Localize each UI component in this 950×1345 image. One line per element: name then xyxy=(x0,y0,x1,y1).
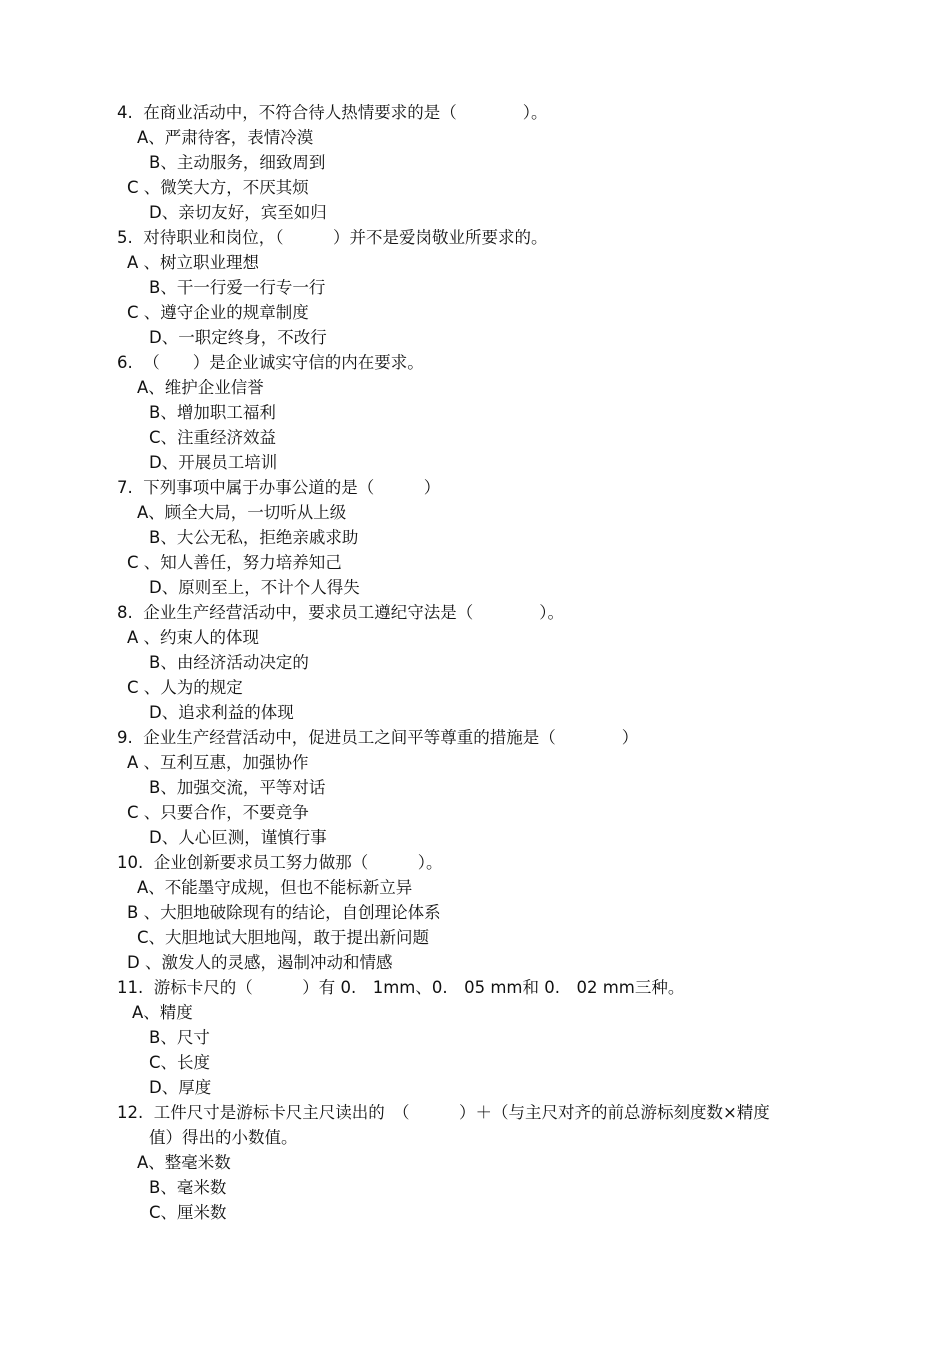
option-7d: D、原则至上，不计个人得失 xyxy=(149,578,360,597)
option-9d: D、人心叵测，谨慎行事 xyxy=(149,828,327,847)
question-8: 8. 企业生产经营活动中，要求员工遵纪守法是（ ）。 xyxy=(117,603,564,622)
option-4c: C 、微笑大方，不厌其烦 xyxy=(127,178,309,197)
option-12a: A、整毫米数 xyxy=(137,1153,231,1172)
option-12b: B、毫米数 xyxy=(149,1178,227,1197)
option-9a: A 、互利互惠，加强协作 xyxy=(127,753,309,772)
option-6d: D、开展员工培训 xyxy=(149,453,278,472)
option-5c: C 、遵守企业的规章制度 xyxy=(127,303,309,322)
option-12c: C、厘米数 xyxy=(149,1203,227,1222)
option-7c: C 、知人善任，努力培养知己 xyxy=(127,553,342,572)
option-10b: B 、大胆地破除现有的结论，自创理论体系 xyxy=(127,903,441,922)
question-7: 7. 下列事项中属于办事公道的是（ ） xyxy=(117,478,441,497)
option-8c: C 、人为的规定 xyxy=(127,678,243,697)
option-5a: A 、树立职业理想 xyxy=(127,253,260,272)
option-7a: A、顾全大局，一切听从上级 xyxy=(137,503,347,522)
option-8a: A 、约束人的体现 xyxy=(127,628,260,647)
option-8d: D、追求利益的体现 xyxy=(149,703,294,722)
option-9b: B、加强交流，平等对话 xyxy=(149,778,326,797)
question-11: 11. 游标卡尺的（ ）有 0. 1mm、0. 05 mm和 0. 02 mm三种。 xyxy=(117,978,685,997)
option-6a: A、维护企业信誉 xyxy=(137,378,264,397)
option-5b: B、干一行爱一行专一行 xyxy=(149,278,326,297)
option-10d: D 、激发人的灵感，遏制冲动和情感 xyxy=(127,953,393,972)
option-6b: B、增加职工福利 xyxy=(149,403,276,422)
option-8b: B、由经济活动决定的 xyxy=(149,653,309,672)
option-11d: D、厚度 xyxy=(149,1078,212,1097)
question-10: 10. 企业创新要求员工努力做那（ ）。 xyxy=(117,853,443,872)
option-6c: C、注重经济效益 xyxy=(149,428,277,447)
option-4b: B、主动服务，细致周到 xyxy=(149,153,326,172)
option-5d: D、一职定终身，不改行 xyxy=(149,328,327,347)
option-9c: C 、只要合作，不要竞争 xyxy=(127,803,309,822)
option-10c: C、大胆地试大胆地闯，敢于提出新问题 xyxy=(137,928,430,947)
question-9: 9. 企业生产经营活动中，促进员工之间平等尊重的措施是（ ） xyxy=(117,728,639,747)
question-6: 6. （ ）是企业诚实守信的内在要求。 xyxy=(117,353,424,372)
question-12: 12. 工件尺寸是游标卡尺主尺读出的 （ ）＋（与主尺对齐的前总游标刻度数×精度 xyxy=(117,1103,770,1122)
option-11b: B、尺寸 xyxy=(149,1028,210,1047)
option-11c: C、长度 xyxy=(149,1053,211,1072)
option-11a: A、精度 xyxy=(132,1003,193,1022)
option-10a: A、不能墨守成规，但也不能标新立异 xyxy=(137,878,413,897)
question-5: 5. 对待职业和岗位，（ ）并不是爱岗敬业所要求的。 xyxy=(117,228,548,247)
option-4d: D、亲切友好，宾至如归 xyxy=(149,203,327,222)
question-12-continued: 值）得出的小数值。 xyxy=(149,1128,298,1147)
option-7b: B、大公无私，拒绝亲戚求助 xyxy=(149,528,359,547)
option-4a: A、严肃待客，表情冷漠 xyxy=(137,128,314,147)
question-4: 4. 在商业活动中，不符合待人热情要求的是（ ）。 xyxy=(117,103,548,122)
